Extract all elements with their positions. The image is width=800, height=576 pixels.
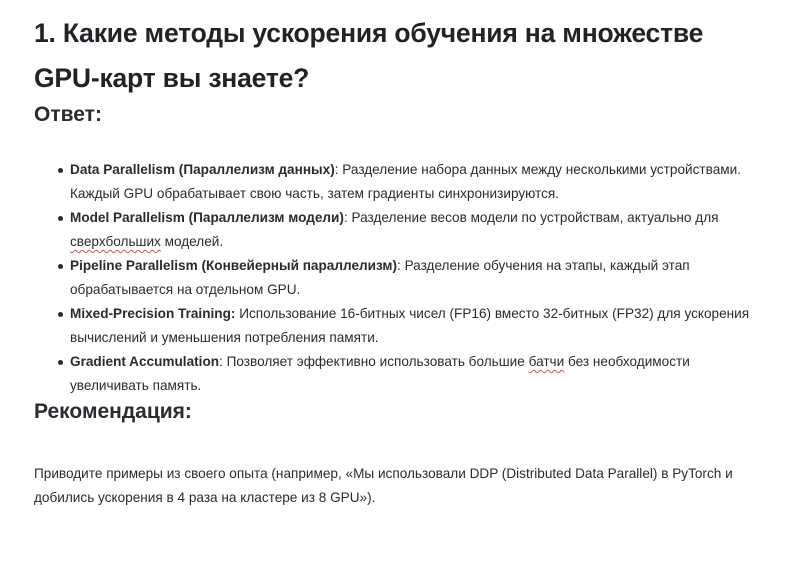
methods-list bbox=[34, 158, 766, 398]
list-item-text-end: без необходимости увеличивать память. bbox=[70, 354, 690, 393]
list-item bbox=[70, 158, 766, 206]
spellcheck-flagged-word[interactable]: батчи bbox=[528, 354, 565, 369]
list-item-separator: : bbox=[334, 162, 343, 177]
list-item-term: Model Parallelism (Параллелизм модели) bbox=[70, 210, 344, 225]
list-item-separator: : bbox=[397, 258, 405, 273]
list-item-term: Gradient Accumulation bbox=[70, 354, 220, 369]
list-item bbox=[70, 206, 766, 254]
question-title: 1. Какие методы ускорения обучения на множестве GPU-карт вы знаете? bbox=[34, 18, 704, 93]
answer-heading: Ответ: bbox=[34, 103, 102, 126]
list-item-text-end: моделей. bbox=[160, 234, 224, 249]
list-item-text: Разделение набора данных между несколькими устройствами. Каждый GPU обрабатывает свою часть, затем градиенты синхронизируются. bbox=[70, 162, 741, 201]
recommendation-heading: Рекомендация: bbox=[34, 400, 192, 423]
list-item bbox=[70, 302, 766, 350]
recommendation-text: Приводите примеры из своего опыта (например, «Мы использовали DDP (Distributed Data Parallel) в PyTorch и добились ускорения в 4 раза на кластере из 8 GPU»). bbox=[34, 466, 733, 505]
list-item-separator: : bbox=[343, 210, 352, 225]
spellcheck-flagged-word[interactable]: сверхбольших bbox=[70, 234, 161, 249]
list-item-text: Разделение обучения на этапы, каждый этап обрабатывается на отдельном GPU. bbox=[70, 258, 690, 297]
list-item-term: Pipeline Parallelism (Конвейерный параллелизм) bbox=[70, 258, 397, 273]
list-item-text: Разделение весов модели по устройствам, актуально для bbox=[351, 210, 719, 225]
list-item bbox=[70, 350, 766, 398]
list-item bbox=[70, 254, 766, 302]
list-item-text: Использование 16-битных чисел (FP16) вместо 32-битных (FP32) для ускорения вычислений и уменьшения потребления памяти. bbox=[70, 306, 750, 345]
list-item-text: Позволяет эффективно использовать большие bbox=[226, 354, 529, 369]
list-item-term: Mixed-Precision Training: bbox=[70, 306, 236, 321]
list-item-separator: : bbox=[219, 354, 227, 369]
list-item-term: Data Parallelism (Параллелизм данных) bbox=[70, 162, 335, 177]
